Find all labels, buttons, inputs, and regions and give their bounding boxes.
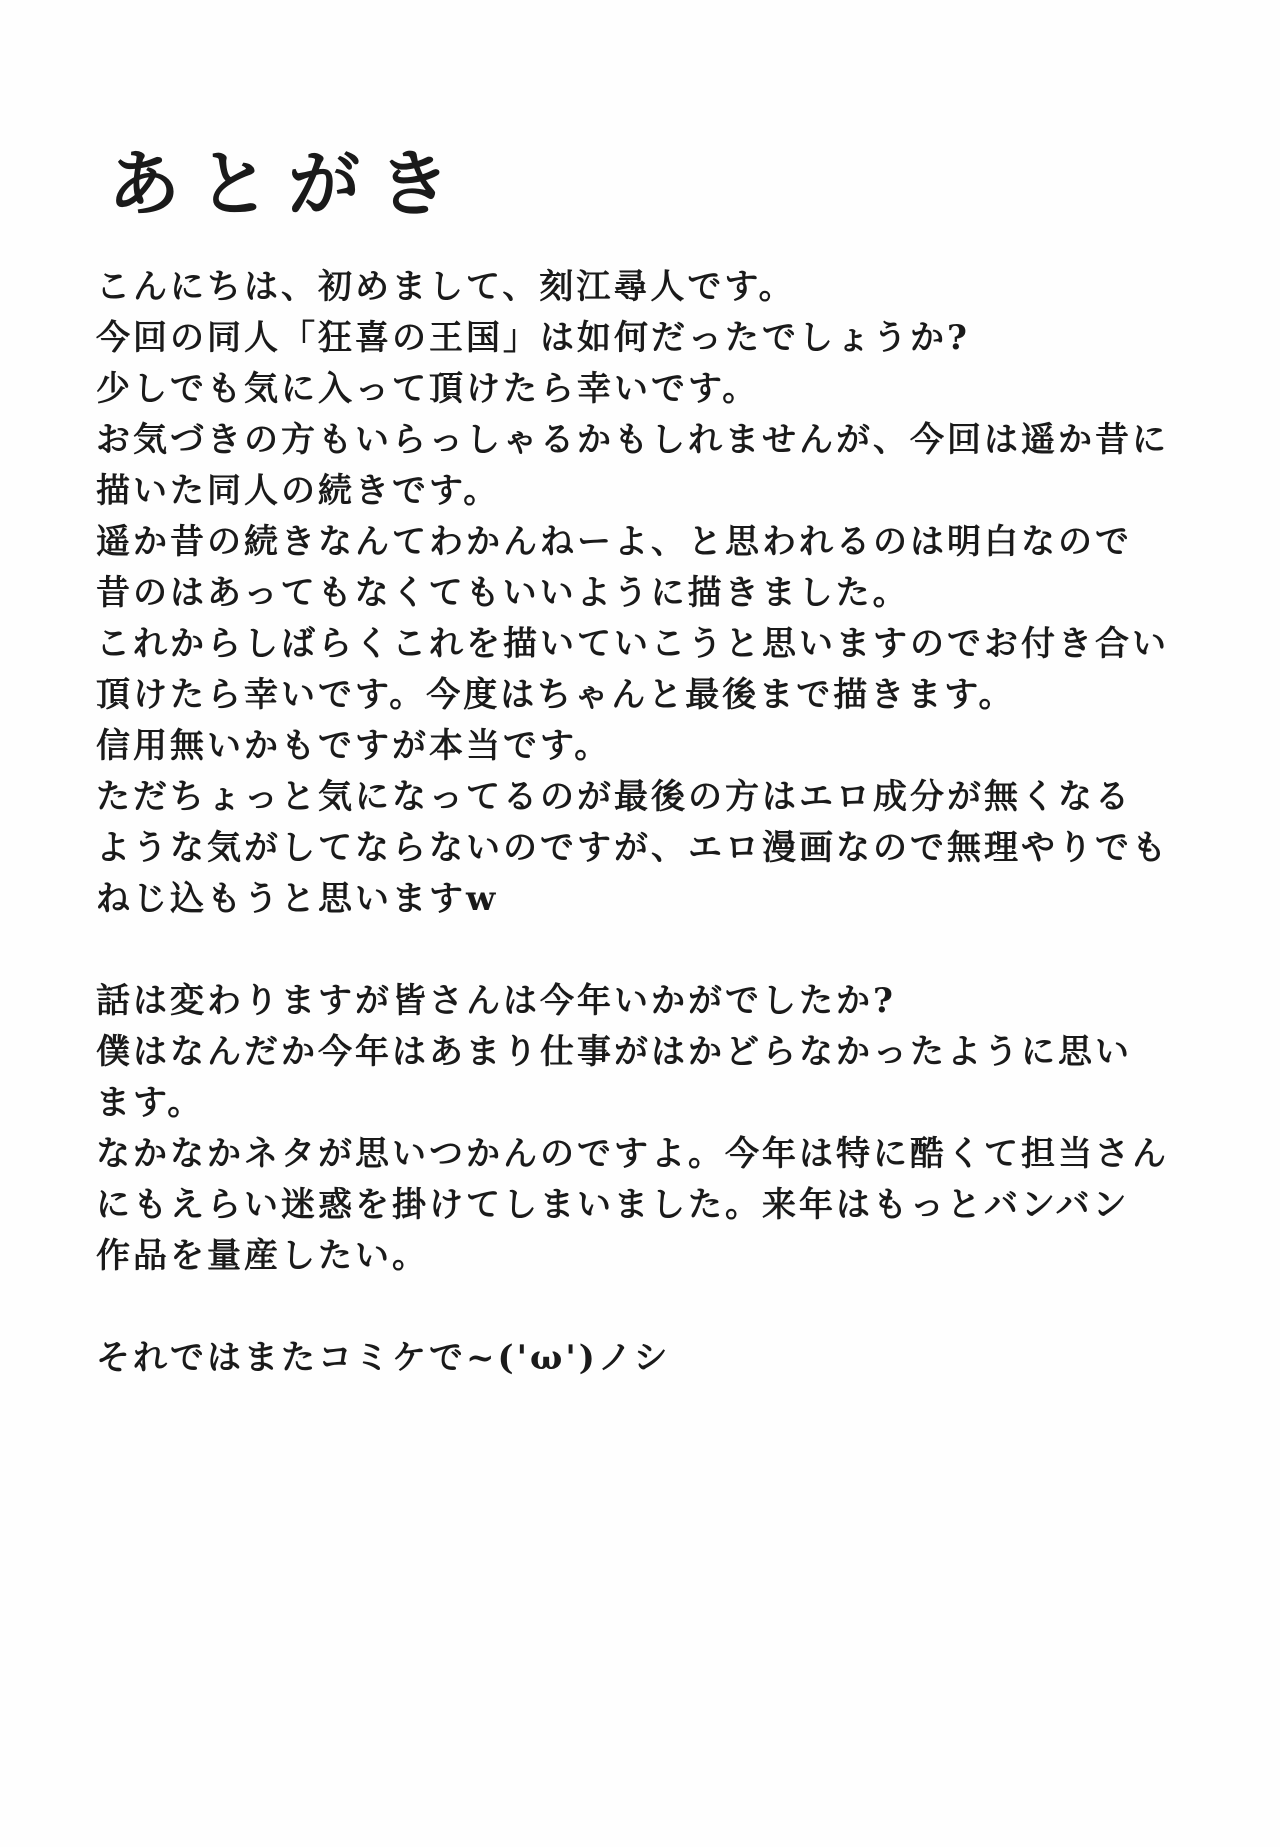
text-line: これからしばらくこれを描いていこうと思いますのでお付き合い <box>96 624 1169 664</box>
text-line: 話は変わりますが皆さんは今年いかがでしたか? <box>96 981 896 1021</box>
text-line: ただちょっと気になってるのが最後の方はエロ成分が無くなる <box>96 777 1132 817</box>
paragraph-gap <box>96 925 1206 976</box>
text-line: ねじ込もうと思いますw <box>96 879 499 919</box>
paragraph-gap <box>96 1282 1206 1333</box>
text-line: なかなかネタが思いつかんのですよ。今年は特に酷くて担当さん <box>96 1134 1169 1174</box>
afterword-body <box>96 262 1206 1384</box>
text-line: 僕はなんだか今年はあまり仕事がはかどらなかったように思い <box>96 1032 1132 1072</box>
text-line: こんにちは、初めまして、刻江尋人です。 <box>96 267 796 307</box>
page-title: あとがき <box>108 141 469 226</box>
text-line: 昔のはあってもなくてもいいように描きました。 <box>96 573 910 613</box>
text-line: 描いた同人の続きです。 <box>96 471 501 511</box>
text-line: 作品を量産したい。 <box>96 1236 429 1276</box>
text-line: 遥か昔の続きなんてわかんねーよ、と思われるのは明白なので <box>96 522 1132 562</box>
text-line: ような気がしてならないのですが、エロ漫画なので無理やりでも <box>96 828 1169 868</box>
text-line: 頂けたら幸いです。今度はちゃんと最後まで描きます。 <box>96 675 1016 715</box>
text-line: 今回の同人「狂喜の王国」は如何だったでしょうか? <box>96 318 970 358</box>
text-line: ます。 <box>96 1083 205 1123</box>
text-line: 信用無いかもですが本当です。 <box>96 726 612 766</box>
text-line: それではまたコミケで~('ω')ノシ <box>96 1338 671 1378</box>
text-line: お気づきの方もいらっしゃるかもしれませんが、今回は遥か昔に <box>96 420 1169 460</box>
text-line: 少しでも気に入って頂けたら幸いです。 <box>96 369 760 409</box>
text-line: にもえらい迷惑を掛けてしまいました。来年はもっとバンバン <box>96 1185 1130 1225</box>
